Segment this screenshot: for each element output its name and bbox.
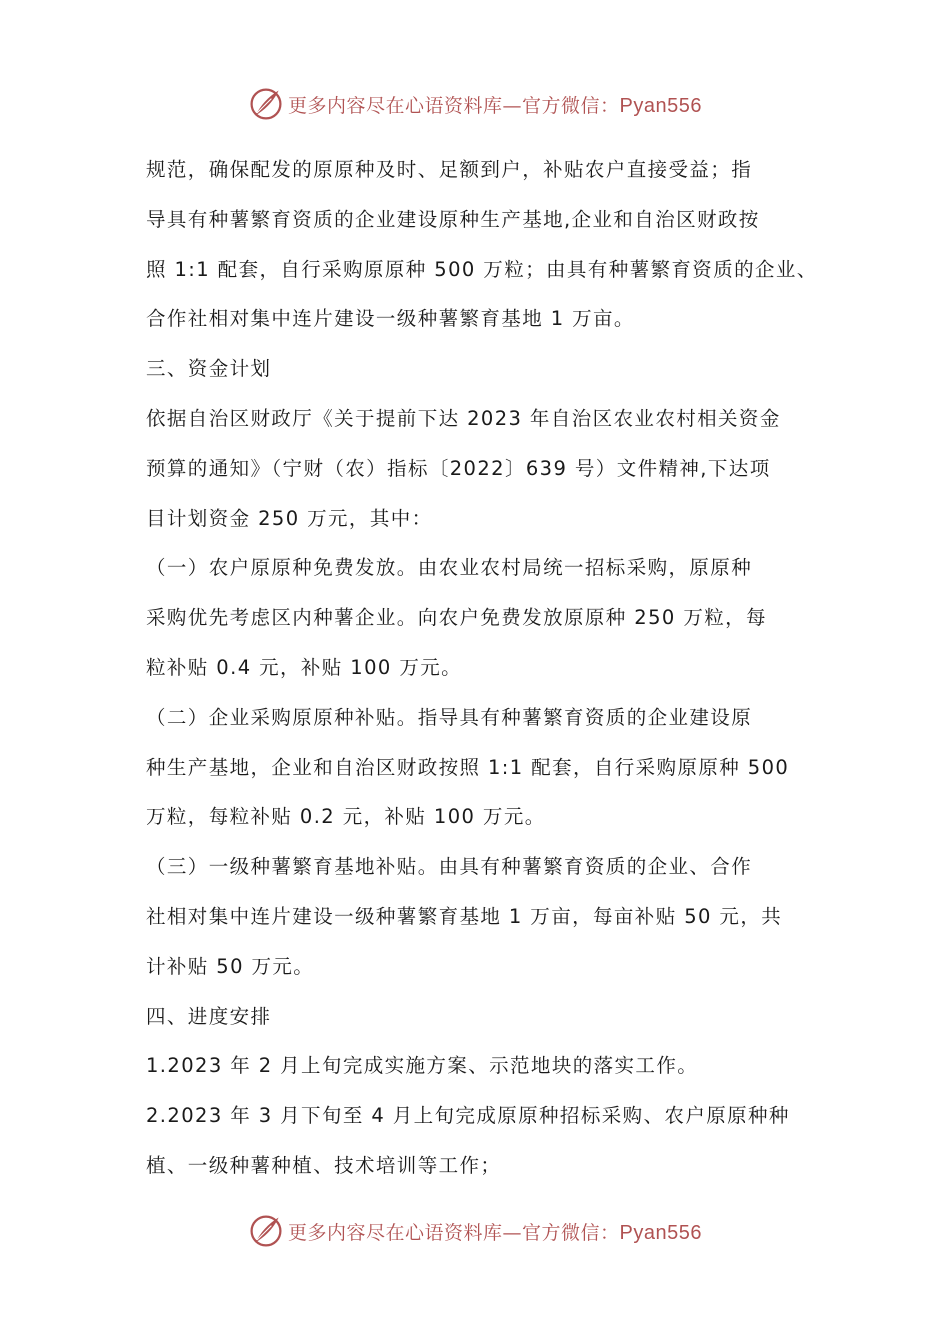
watermark-wechat-id: Pyan556	[619, 94, 702, 117]
text-line: （三）一级种薯繁育基地补贴。由具有种薯繁育资质的企业、合作	[146, 855, 753, 879]
text-line: （二）企业采购原原种补贴。指导具有种薯繁育资质的企业建设原	[146, 705, 753, 729]
quill-pen-icon	[248, 86, 284, 122]
text-line: 万粒，每粒补贴 0.2 元，补贴 100 万元。	[146, 805, 546, 829]
header-watermark	[0, 84, 950, 124]
watermark-text: 更多内容尽在心语资料库—官方微信：Pyan556	[288, 94, 702, 117]
text-line: 社相对集中连片建设一级种薯繁育基地 1 万亩，每亩补贴 50 元，共	[146, 905, 783, 928]
text-line: 依据自治区财政厅《关于提前下达 2023 年自治区农业农村相关资金	[146, 407, 781, 430]
text-line: 四、进度安排	[146, 1004, 272, 1028]
watermark-wechat-id: Pyan556	[619, 1221, 702, 1244]
footer-watermark	[0, 1211, 950, 1251]
text-line: （一）农户原原种免费发放。由农业农村局统一招标采购，原原种	[146, 556, 753, 580]
text-line: 种生产基地，企业和自治区财政按照 1:1 配套，自行采购原原种 500	[146, 755, 790, 779]
text-line: 合作社相对集中连片建设一级种薯繁育基地 1 万亩。	[146, 307, 635, 331]
text-line: 1.2023 年 2 月上旬完成实施方案、示范地块的落实工作。	[146, 1054, 699, 1078]
text-line: 植、一级种薯种植、技术培训等工作；	[146, 1154, 502, 1177]
text-line: 导具有种薯繁育资质的企业建设原种生产基地,企业和自治区财政按	[146, 207, 760, 231]
text-line: 三、资金计划	[146, 357, 272, 381]
text-line: 粒补贴 0.4 元，补贴 100 万元。	[146, 656, 463, 679]
text-line: 计补贴 50 万元。	[146, 954, 315, 978]
text-line: 2.2023 年 3 月下旬至 4 月上旬完成原原种招标采购、农户原原种种	[146, 1104, 790, 1128]
text-line: 预算的通知》（宁财（农）指标〔2022〕639 号）文件精神,下达项	[146, 456, 771, 480]
text-line: 采购优先考虑区内种薯企业。向农户免费发放原原种 250 万粒，每	[146, 606, 767, 630]
quill-pen-icon	[248, 1213, 284, 1249]
watermark-text: 更多内容尽在心语资料库—官方微信：Pyan556	[288, 1221, 702, 1244]
text-line: 目计划资金 250 万元，其中：	[146, 506, 433, 530]
text-line: 规范，确保配发的原原种及时、足额到户，补贴农户直接受益；指	[146, 158, 753, 181]
text-line: 照 1:1 配套，自行采购原原种 500 万粒；由具有种薯繁育资质的企业、	[146, 257, 818, 281]
